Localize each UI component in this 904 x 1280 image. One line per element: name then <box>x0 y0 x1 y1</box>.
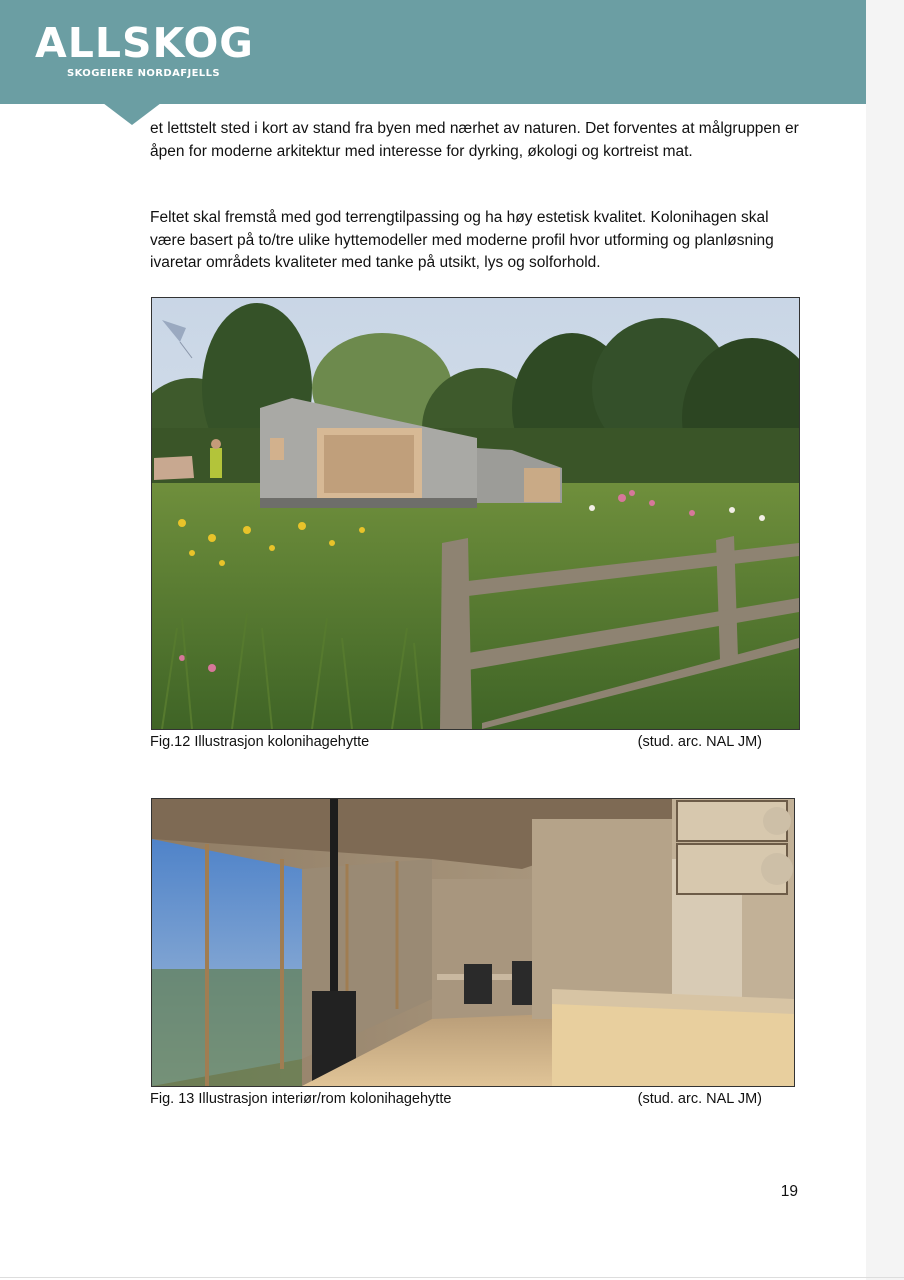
page-bottom-divider <box>0 1277 904 1278</box>
logo-allskog: ALLSKOG <box>35 19 254 67</box>
page-number: 19 <box>780 1183 798 1200</box>
figure-13-credit: (stud. arc. NAL JM) <box>637 1091 762 1107</box>
figure-13-caption-row <box>150 1091 762 1107</box>
figure-13-caption: Fig. 13 Illustrasjon interiør/rom kolonihagehytte <box>150 1091 452 1107</box>
exterior-illustration-image <box>152 298 799 729</box>
interior-illustration-image <box>152 799 794 1086</box>
figure-12-credit: (stud. arc. NAL JM) <box>637 734 762 750</box>
logo-subtitle: SKOGEIERE NORDAFJELLS <box>67 68 220 79</box>
figure-13-interior-illustration <box>151 798 795 1087</box>
page-edge <box>866 0 904 1280</box>
header-band <box>0 0 866 104</box>
figure-12-caption-row <box>150 734 762 750</box>
paragraph-2: Feltet skal fremstå med god terrengtilpassing og ha høy estetisk kvalitet. Kolonihagen skal være basert på to/tre ulike hyttemodeller med moderne profil hvor utforming og planløsning ivaretar områdets kvaliteter med tanke på utsikt, lys og solforhold. <box>150 209 774 271</box>
figure-12-exterior-illustration <box>151 297 800 730</box>
figure-12-caption: Fig.12 Illustrasjon kolonihagehytte <box>150 734 370 750</box>
paragraph-1: et lettstelt sted i kort av stand fra byen med nærhet av naturen. Det forventes at målgruppen er åpen for moderne arkitektur med interesse for dyrking, økologi og kortreist mat. <box>150 120 799 160</box>
